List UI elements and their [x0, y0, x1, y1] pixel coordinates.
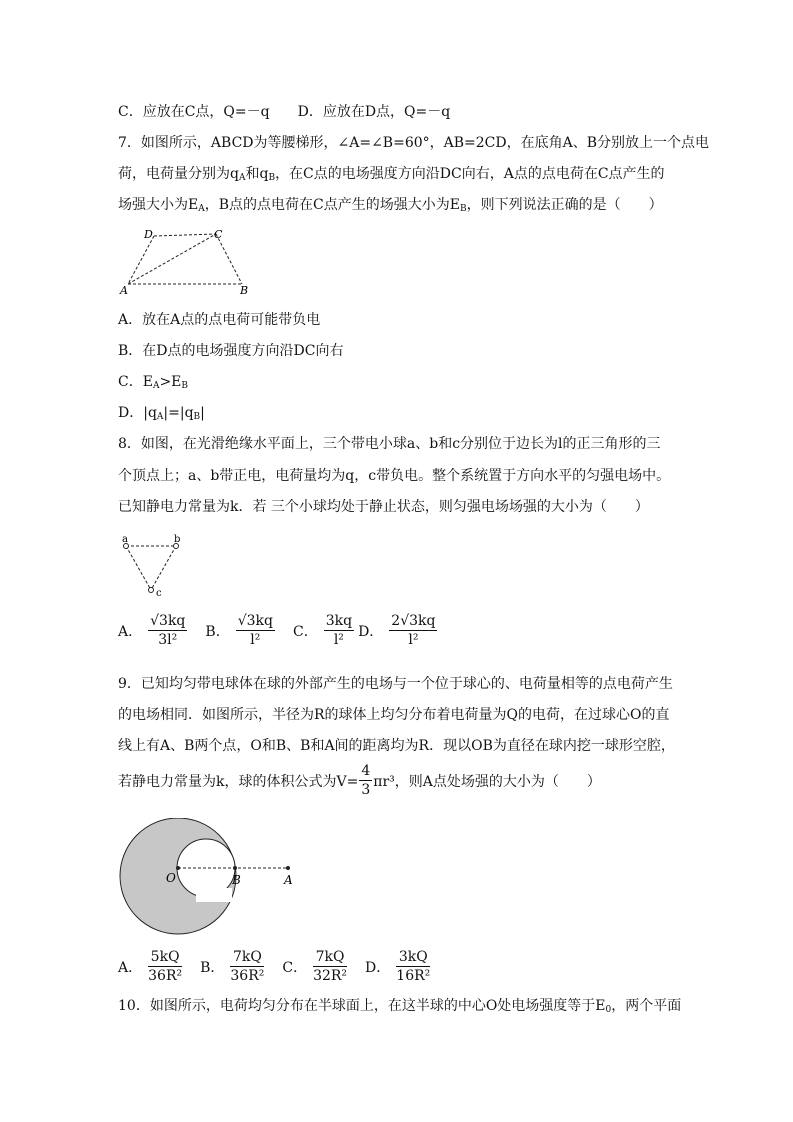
q7-option-b: B．在D点的电场强度方向沿DC向右: [118, 343, 344, 359]
q9-label-a: A: [284, 873, 293, 887]
q9-option-a-label: A．: [118, 959, 143, 976]
q8-option-a-fraction: $\frac{√3kq}{\text{3l²}}$: [150, 613, 186, 648]
q8-option-d-label: D．: [358, 623, 384, 640]
q7-label-a: A: [120, 284, 128, 297]
q8-option-a-label: A．: [118, 623, 143, 640]
q9-option-b-label: B．: [200, 959, 225, 976]
q8-option-b-label: B．: [205, 623, 230, 640]
q8-label-a: a: [122, 534, 128, 545]
q9-volume-fraction: $\frac{4}{3}$: [361, 763, 371, 798]
q7-option-a: A．放在A点的点电荷可能带负电: [118, 312, 321, 328]
q9-stem-line1: 9．已知均匀带电球体在球的外部产生的电场与一个位于球心的、电荷量相等的点电荷产生: [118, 676, 673, 692]
q8-stem-line1: 8．如图，在光滑绝缘水平面上，三个带电小球a、b和c分别位于边长为l的正三角形的三: [118, 436, 661, 452]
q7-stem-line2: 荷，电荷量分别为$q_A$和$q_B$，在C点的电场强度方向沿DC向右，A点的点电荷在C点产生的: [118, 166, 665, 183]
q9-stem-line2: 的电场相同．如图所示，半径为R的球体上均匀分布着电荷量为Q的电荷，在过球心O的直: [118, 707, 670, 723]
q8-option-c-fraction: $\frac{3kq}{\text{l²}}$: [325, 613, 353, 648]
q9-sphere-figure: [118, 818, 308, 942]
q9-option-d-label: D．: [365, 959, 391, 976]
q10-stem-line1: 10．如图所示，电荷均匀分布在半球面上，在这半球的中心O处电场强度等于$E_0$，两个平面: [118, 998, 682, 1015]
q8-triangle-figure: [118, 532, 190, 598]
q7-trapezoid-figure: [118, 226, 258, 298]
q9-option-c-label: C．: [282, 959, 308, 976]
q8-option-b-fraction: $\frac{√3kq}{\text{l²}}$: [237, 613, 273, 648]
q9-option-d-fraction: $\frac{3kQ}{\text{16R²}}$: [396, 949, 431, 984]
q7-stem-line1: 7．如图所示，ABCD为等腰梯形，∠A=∠B=60°，AB=2CD，在底角A、B分别放上一个点电: [118, 135, 710, 151]
q7-label-c: C: [214, 228, 223, 241]
q8-stem-line2: 个顶点上；a、b带正电，电荷量均为q，c带负电。整个系统置于方向水平的匀强电场中。: [118, 468, 671, 484]
q9-stem-line3: 线上有A、B两个点，O和B、B和A间的距离均为R．现以OB为直径在球内挖一球形空腔，: [118, 738, 675, 754]
q8-options: [118, 612, 441, 649]
q7-label-d: D: [144, 228, 153, 241]
q8-label-b: b: [174, 534, 181, 545]
q7-label-b: B: [240, 284, 249, 297]
q8-stem-line3: 已知静电力常量为k．若 三个小球均处于静止状态，则匀强电场场强的大小为（ ）: [118, 499, 649, 515]
q9-stem-line4: 若静电力常量为k，球的体积公式为V= $\frac{4}{3}$ πr³，则A点处场强的大小为（ ）: [118, 763, 601, 798]
q9-option-a-fraction: $\frac{5kQ}{\text{36R²}}$: [148, 949, 183, 984]
q8-option-d-fraction: $\frac{2√3kq}{\text{l²}}$: [391, 613, 436, 648]
q9-label-o: O: [166, 871, 176, 885]
q7-option-c: C．$E_A>E_B$: [118, 374, 189, 391]
q8-option-c-label: C．: [292, 623, 318, 640]
q9-label-b: B: [232, 873, 241, 887]
q9-options: [118, 948, 434, 985]
q7-option-d: D．$|q_A|=|q_B|$: [118, 405, 205, 422]
q9-option-b-fraction: $\frac{7kQ}{\text{36R²}}$: [230, 949, 265, 984]
q9-option-c-fraction: $\frac{7kQ}{\text{32R²}}$: [313, 949, 348, 984]
q8-label-c: c: [156, 588, 162, 598]
q7-stem-line3: 场强大小为$E_A$，B点的点电荷在C点产生的场强大小为$E_B$，则下列说法正确的是（ ）: [118, 197, 663, 214]
q6-options-cd: C．应放在C点，Q=－q D．应放在D点，Q=－q: [118, 104, 451, 120]
